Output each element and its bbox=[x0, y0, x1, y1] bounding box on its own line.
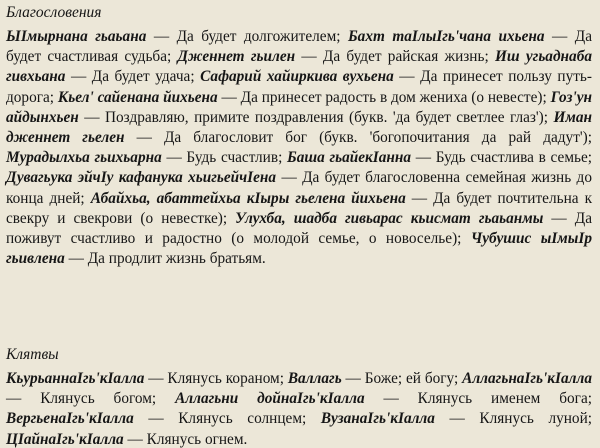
entry-translation: — Да принесет радость в дом жениха (о невесте); bbox=[217, 88, 551, 106]
entry-translation: — Клянусь огнем. bbox=[123, 430, 248, 448]
entry-translation: — Будь счастлив; bbox=[161, 149, 288, 167]
entry-translation: — Да будет райская жизнь; bbox=[295, 48, 495, 66]
entry-term: Иш угьаднаба гивхьана bbox=[6, 48, 592, 86]
oaths-text-block bbox=[6, 369, 592, 448]
entry-term: Валлагь bbox=[287, 370, 342, 387]
entry-term: Мурадылхьа гьихьарна bbox=[6, 149, 162, 167]
entry-translation: — Клянусь богом; bbox=[6, 390, 176, 408]
entry-term: Бахт таІлыІгь'чана ихьена bbox=[347, 28, 545, 45]
entry-term: Сафарий хайиркива вухьена bbox=[200, 68, 394, 86]
entry-translation: — Клянусь кораном; bbox=[144, 370, 288, 387]
entry-term: Баша гьайекІанна bbox=[287, 149, 412, 167]
entry-translation: — Да будет удача; bbox=[65, 68, 201, 86]
entry-translation: — Да благословит бог (букв. 'богопочитания да рай дадут'); bbox=[124, 129, 592, 147]
entry-term: Аллагьни дойнаІгь'кІалла bbox=[175, 390, 365, 408]
entry-translation: — Да будет почтительна к свекру и свекрови (о невестке); bbox=[6, 189, 592, 227]
entry-term: ВузанаІгь'кІалла bbox=[320, 410, 435, 428]
blessings-text-block bbox=[6, 27, 592, 269]
entry-translation: — Клянусь именем бога; bbox=[364, 390, 592, 408]
entry-term: Чубушис ыІмыІр гьивлена bbox=[6, 230, 592, 268]
entry-term: Дженнет гьилен bbox=[177, 48, 296, 66]
entry-term: Дувагьука эйчІу кафанука хьигьейчІена bbox=[6, 169, 277, 187]
section-heading-blessings: Благословения bbox=[6, 4, 102, 21]
entry-term: ЫІмырнана гьаьана bbox=[6, 28, 147, 45]
entry-translation: — Да поживут счастливо и радостно (о молодой семье, о новоселье); bbox=[6, 209, 592, 248]
entry-translation: — Да продлит жизнь братьям. bbox=[64, 250, 266, 268]
entry-term: Абайхьа, абаттейхьа кІыры гьелена йихьена bbox=[90, 189, 406, 207]
entry-translation: — Да будет долгожителем; bbox=[146, 28, 348, 45]
entry-term: Иман дженнет гьелен bbox=[6, 108, 592, 147]
entry-term: ЦІайнаІгь'кІалла bbox=[6, 430, 124, 448]
entry-term: Гоз'ун айдынхьен bbox=[6, 88, 593, 126]
entry-translation: — Да будет благословенна семейная жизнь до конца дней; bbox=[6, 169, 592, 207]
entry-term: ВергьенаІгь'кІалла bbox=[6, 410, 134, 428]
entry-term: КьурьаннаІгь'кІалла bbox=[6, 370, 145, 387]
entry-translation: — Да будет счастливая судьба; bbox=[6, 28, 592, 66]
entry-translation: — Клянусь солнцем; bbox=[133, 410, 321, 428]
entry-term: Кьел' сайенана йихьена bbox=[57, 88, 218, 106]
section-heading-oaths: Клятвы bbox=[6, 346, 59, 363]
entry-term: Улухба, шадба гивьарас кьисмат гьаьанмы bbox=[235, 209, 544, 227]
entry-term: АллагьнаІгь'кІалла bbox=[462, 370, 592, 387]
entry-translation: — Да принесет пользу путь-дорога; bbox=[6, 68, 592, 106]
entry-translation: — Будь счастлива в семье; bbox=[411, 149, 593, 167]
entry-translation: — Поздравляю, примите поздравления (букв. 'да будет светлее глаз'); bbox=[78, 108, 554, 126]
entry-translation: — Боже; ей богу; bbox=[341, 370, 463, 387]
entry-translation: — Клянусь луной; bbox=[434, 410, 593, 428]
